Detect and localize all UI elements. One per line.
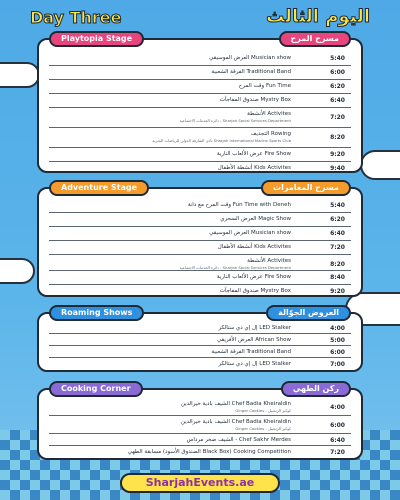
event-sub: دائرة الخدمات الاجتماعية - Sharjah Social Services Department <box>179 265 291 270</box>
schedule-row <box>49 285 351 299</box>
schedule-row <box>49 434 351 446</box>
event-time: 9:20 <box>330 288 345 295</box>
event-name: العرض الأفريقي African Show <box>216 337 291 343</box>
event-time: 4:00 <box>330 325 345 332</box>
schedule-row <box>49 227 351 241</box>
event-time: 5:40 <box>330 55 345 62</box>
event-time: 4:00 <box>330 404 345 411</box>
event-time: 7:20 <box>330 449 345 456</box>
schedule-row <box>49 94 351 108</box>
event-name: أنشطة الأطفال Kids Activites <box>217 165 291 171</box>
schedule-row <box>49 334 351 346</box>
event-name: مسابقة الطهي (الصندوق الأسود Black Box) Cooking Competition <box>127 449 291 455</box>
schedule-row <box>49 66 351 80</box>
event-name: عرض الألعاب النارية Fire Show <box>216 274 291 280</box>
section-title-en: Roaming Shows <box>49 305 144 321</box>
schedule-row <box>49 446 351 458</box>
event-name: إل إي دي ستالكر LED Stalker <box>218 325 291 331</box>
schedule-row <box>49 148 351 162</box>
website-link[interactable]: SharjahEvents.ae <box>120 473 280 493</box>
schedule-row <box>49 52 351 66</box>
section-title-ar: مسرح المغامرات <box>261 180 351 196</box>
event-time: 6:00 <box>330 69 345 76</box>
section-title-ar: مسرح المرح <box>279 31 351 47</box>
schedule-row <box>49 358 351 370</box>
day-title-ar: اليوم الثالث <box>266 6 370 27</box>
event-name: وقت المرح Fun Time <box>238 83 291 89</box>
event-sub: نادي الشارقة الدولي للرياضات البحرية Sharjah International Marine Sports Club <box>152 138 291 143</box>
schedule-row <box>49 346 351 358</box>
schedule-row <box>49 80 351 94</box>
event-time: 6:00 <box>330 422 345 429</box>
event-name: العرض السحري Magic Show <box>220 216 291 222</box>
event-name: صندوق المفاجآت Mystry Box <box>219 97 291 103</box>
schedule-row <box>49 128 351 148</box>
event-name: العرض الموسيقي Musician show <box>209 55 291 61</box>
event-time: 6:00 <box>330 349 345 356</box>
section-title-en: Cooking Corner <box>49 381 143 397</box>
event-name: صندوق المفاجآت Mystry Box <box>219 288 291 294</box>
event-time: 5:00 <box>330 337 345 344</box>
event-time: 6:20 <box>330 83 345 90</box>
schedule-row <box>49 241 351 255</box>
cloud-decoration <box>0 258 35 284</box>
cloud-decoration <box>360 150 400 180</box>
day-title-en: Day Three <box>30 8 122 27</box>
section-title-en: Playtopia Stage <box>49 31 144 47</box>
schedule-row <box>49 322 351 334</box>
event-name: الشيف صخر مرداس - Chef Sakhr Merdes <box>186 437 291 443</box>
event-time: 7:00 <box>330 361 345 368</box>
schedule-row <box>49 416 351 434</box>
event-time: 9:20 <box>330 151 345 158</box>
event-time: 6:40 <box>330 230 345 237</box>
event-name: الأنشطة Activites <box>247 111 291 117</box>
event-sub: Ginger Cookies - كوكيز الزنجبيل <box>235 426 291 431</box>
event-name: إل إي دي ستالكر LED Stalker <box>218 361 291 367</box>
event-time: 6:40 <box>330 97 345 104</box>
event-time: 5:40 <box>330 202 345 209</box>
event-name: الفرقة الشعبية Traditional Band <box>211 349 291 355</box>
event-name: الأنشطة Activites <box>247 258 291 264</box>
event-sub: Ginger Cookies - كوكيز الزنجبيل <box>235 408 291 413</box>
event-time: 8:20 <box>330 134 345 141</box>
event-name: عرض الألعاب النارية Fire Show <box>216 151 291 157</box>
schedule-row <box>49 271 351 285</box>
schedule-row <box>49 255 351 271</box>
event-name: التجديف Rowing <box>250 131 291 137</box>
section-title-ar: ركن الطهي <box>281 381 351 397</box>
section-adventure-stage <box>37 183 363 297</box>
event-name: العرض الموسيقي Musician show <box>209 230 291 236</box>
schedule-row <box>49 213 351 227</box>
event-name: الفرقة الشعبية Traditional Band <box>211 69 291 75</box>
cloud-decoration <box>0 62 40 88</box>
event-time: 6:20 <box>330 216 345 223</box>
schedule-row <box>49 162 351 176</box>
event-sub: دائرة الخدمات الاجتماعية - Sharjah Social Services Department <box>179 118 291 123</box>
schedule-row <box>49 199 351 213</box>
event-name: الشيف بادية خيرالدين Chef Badia Kheiraldin <box>180 419 291 425</box>
event-name: أنشطة الأطفال Kids Activites <box>217 244 291 250</box>
event-time: 9:40 <box>330 165 345 172</box>
section-cooking-corner <box>37 384 363 460</box>
event-time: 8:20 <box>330 261 345 268</box>
section-roaming-shows <box>37 308 363 372</box>
section-title-en: Adventure Stage <box>49 180 149 196</box>
event-time: 6:40 <box>330 437 345 444</box>
event-time: 7:20 <box>330 244 345 251</box>
section-title-ar: العروض الجوّالة <box>266 305 351 321</box>
schedule-row <box>49 398 351 416</box>
event-time: 8:40 <box>330 274 345 281</box>
event-name: الشيف بادية خيرالدين Chef Badia Kheiraldin <box>180 401 291 407</box>
schedule-row <box>49 108 351 128</box>
event-name: وقت المرح مع دانة Fun Time with Deneh <box>187 202 291 208</box>
section-playtopia-stage <box>37 34 363 173</box>
event-time: 7:20 <box>330 114 345 121</box>
